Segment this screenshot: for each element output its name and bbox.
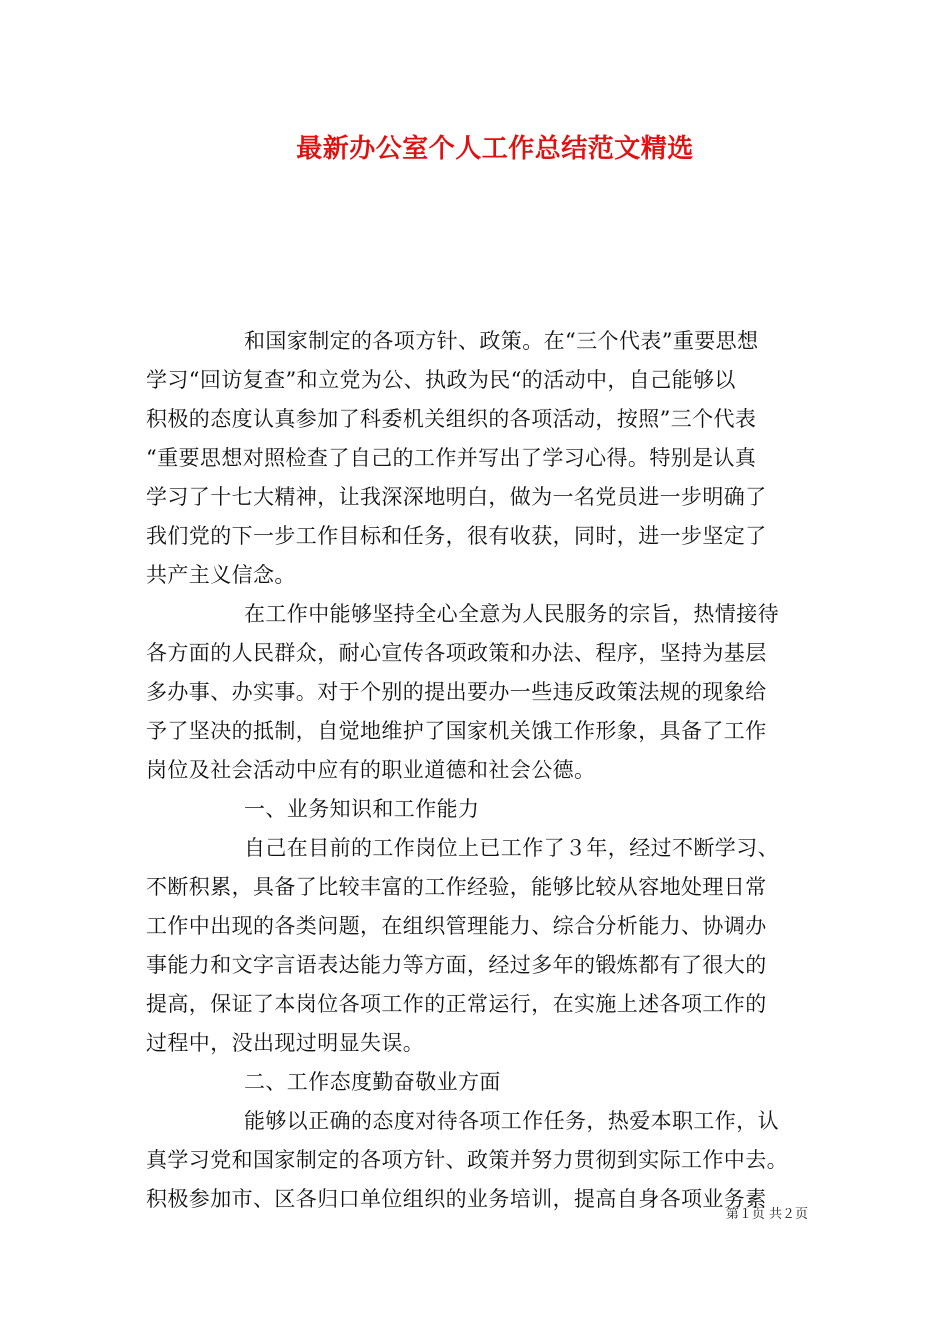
paragraph-line: 工作中出现的各类问题，在组织管理能力、综合分析能力、协调办 (146, 914, 767, 938)
paragraph-line: 在工作中能够坚持全心全意为人民服务的宗旨，热情接待 (244, 602, 779, 626)
paragraph-line: 共产主义信念。 (146, 563, 296, 587)
paragraph-line: 提高，保证了本岗位各项工作的正常运行，在实施上述各项工作的 (146, 992, 767, 1016)
paragraph-line: 积极参加市、区各归口单位组织的业务培训，提高自身各项业务素 (146, 1187, 767, 1211)
paragraph-line: 予了坚决的抵制，自觉地维护了国家机关饿工作形象，具备了工作 (146, 719, 767, 743)
paragraph-line: 多办事、办实事。对于个别的提出要办一些违反政策法规的现象给 (146, 680, 767, 704)
paragraph-line: 各方面的人民群众，耐心宣传各项政策和办法、程序，坚持为基层 (146, 641, 767, 665)
document-title: 最新办公室个人工作总结范文精选 (296, 134, 694, 164)
paragraph-line: 学习“回访复查”和立党为公、执政为民“的活动中，自己能够以 (146, 368, 736, 392)
section-heading: 一、业务知识和工作能力 (244, 797, 480, 821)
paragraph-line: 自己在目前的工作岗位上已工作了３年，经过不断学习、 (244, 836, 779, 860)
paragraph-line: 过程中，没出现过明显失误。 (146, 1031, 425, 1055)
paragraph-line: 我们党的下一步工作目标和任务，很有收获，同时，进一步坚定了 (146, 524, 767, 548)
page-number: 第１页 共２页 (725, 1207, 808, 1222)
paragraph-line: 不断积累，具备了比较丰富的工作经验，能够比较从容地处理日常 (146, 875, 767, 899)
paragraph-line: 能够以正确的态度对待各项工作任务，热爱本职工作，认 (244, 1109, 779, 1133)
paragraph-line: 岗位及社会活动中应有的职业道德和社会公德。 (146, 758, 596, 782)
paragraph-line: “重要思想对照检查了自己的工作并写出了学习心得。特别是认真 (146, 446, 757, 470)
paragraph-line: 积极的态度认真参加了科委机关组织的各项活动，按照”三个代表 (146, 407, 757, 431)
paragraph-line: 学习了十七大精神，让我深深地明白，做为一名党员进一步明确了 (146, 485, 767, 509)
section-heading: 二、工作态度勤奋敬业方面 (244, 1070, 501, 1094)
paragraph-line: 和国家制定的各项方针、政策。在“三个代表”重要思想 (244, 329, 759, 353)
paragraph-line: 事能力和文字言语表达能力等方面，经过多年的锻炼都有了很大的 (146, 953, 767, 977)
paragraph-line: 真学习党和国家制定的各项方针、政策并努力贯彻到实际工作中去。 (146, 1148, 788, 1172)
